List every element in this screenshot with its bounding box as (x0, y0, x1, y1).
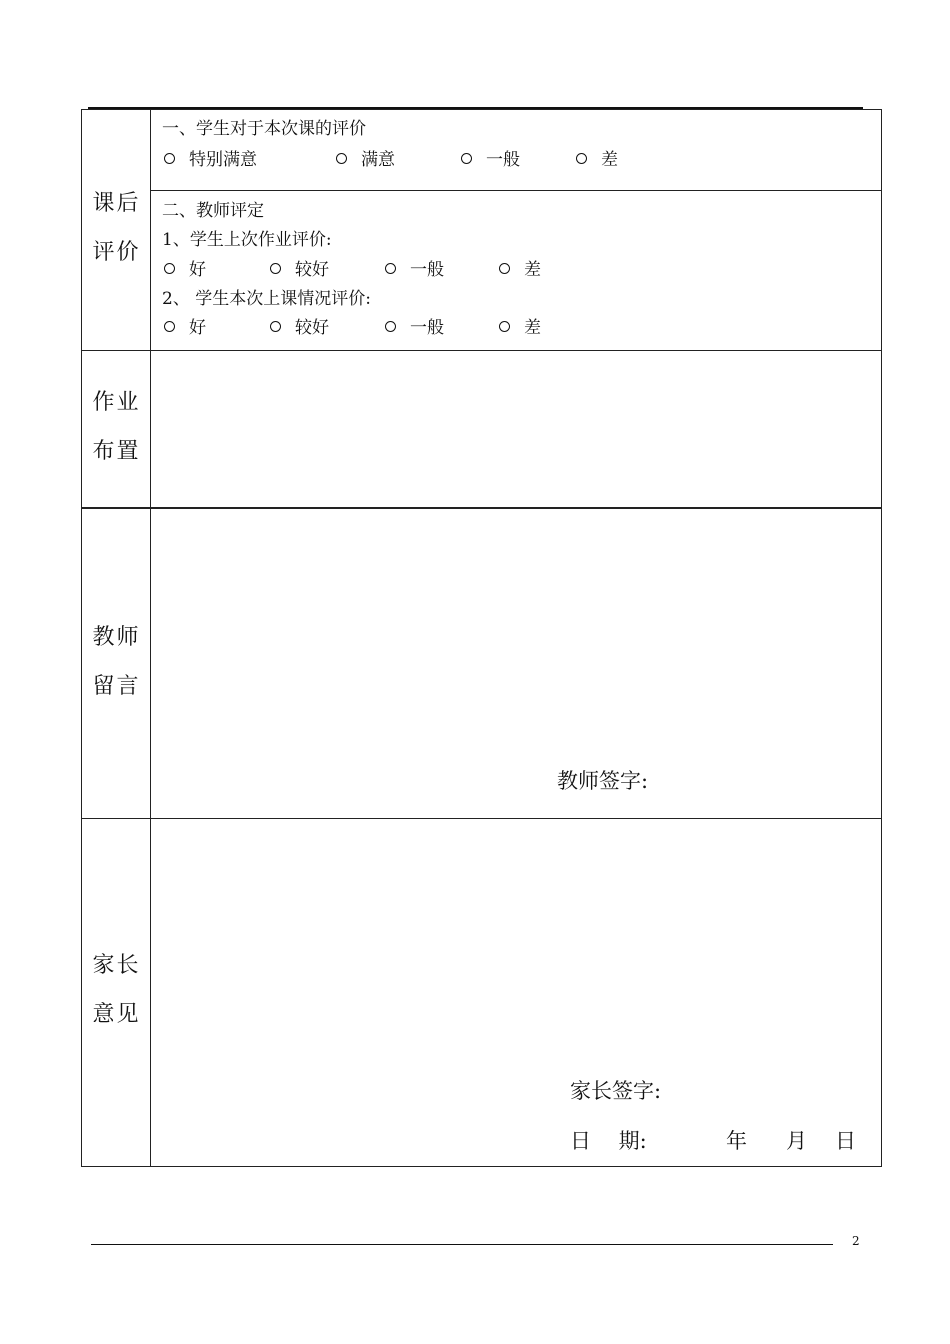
q1-option-2[interactable]: 一般 (385, 255, 444, 280)
parent-signature-label: 家长签字: (570, 1079, 662, 1103)
year-label: 年 (726, 1129, 747, 1153)
teacher-message-row-label (82, 620, 151, 700)
evaluation-form-table (81, 109, 882, 1167)
radio-circle-icon (461, 153, 472, 164)
radio-circle-icon (270, 263, 281, 274)
part1-option-0[interactable]: 特别满意 (164, 145, 257, 170)
radio-circle-icon (576, 153, 587, 164)
teacher-signature-label: 教师签字: (557, 769, 649, 793)
homework-row-label (82, 385, 151, 465)
radio-circle-icon (499, 321, 510, 332)
day-label: 日 (835, 1129, 856, 1153)
part2-title: 二、教师评定 (162, 201, 264, 221)
date-label: 日 期: (570, 1129, 647, 1153)
radio-circle-icon (385, 263, 396, 274)
q1-option-0[interactable]: 好 (164, 255, 206, 280)
teacher-message-label-line2: 留言 (92, 674, 141, 699)
parent-opinion-row-label (82, 948, 151, 1028)
radio-circle-icon (164, 263, 175, 274)
radio-circle-icon (385, 321, 396, 332)
q1-option-3[interactable]: 差 (499, 255, 541, 280)
q2-option-2[interactable]: 一般 (385, 313, 444, 338)
radio-circle-icon (499, 263, 510, 274)
evaluation-row-label (82, 186, 151, 266)
radio-circle-icon (164, 321, 175, 332)
teacher-message-content-area[interactable] (152, 509, 881, 817)
month-label: 月 (786, 1129, 807, 1153)
q2-option-3[interactable]: 差 (499, 313, 541, 338)
footer-rule (91, 1244, 833, 1245)
radio-circle-icon (270, 321, 281, 332)
evaluation-label-line1: 课后 (92, 191, 141, 216)
q1-title: 1、学生上次作业评价: (162, 230, 332, 250)
evaluation-label-line2: 评价 (92, 240, 141, 265)
part1-option-3[interactable]: 差 (576, 145, 618, 170)
q2-title: 2、 学生本次上课情况评价: (162, 289, 371, 309)
homework-label-line1: 作业 (92, 390, 141, 415)
part1-title: 一、学生对于本次课的评价 (162, 119, 366, 139)
parent-opinion-content-area[interactable] (152, 819, 881, 1167)
teacher-message-label-line1: 教师 (92, 625, 141, 650)
q1-option-1[interactable]: 较好 (270, 255, 329, 280)
parent-opinion-label-line2: 意见 (92, 1002, 141, 1027)
q2-option-0[interactable]: 好 (164, 313, 206, 338)
parent-opinion-label-line1: 家长 (92, 953, 141, 978)
radio-circle-icon (336, 153, 347, 164)
homework-label-line2: 布置 (92, 439, 141, 464)
part1-option-1[interactable]: 满意 (336, 145, 395, 170)
page-number: 2 (852, 1234, 860, 1248)
homework-content-area[interactable] (152, 351, 881, 506)
evaluation-inner-divider (151, 190, 881, 191)
q2-option-1[interactable]: 较好 (270, 313, 329, 338)
part1-option-2[interactable]: 一般 (461, 145, 520, 170)
radio-circle-icon (164, 153, 175, 164)
